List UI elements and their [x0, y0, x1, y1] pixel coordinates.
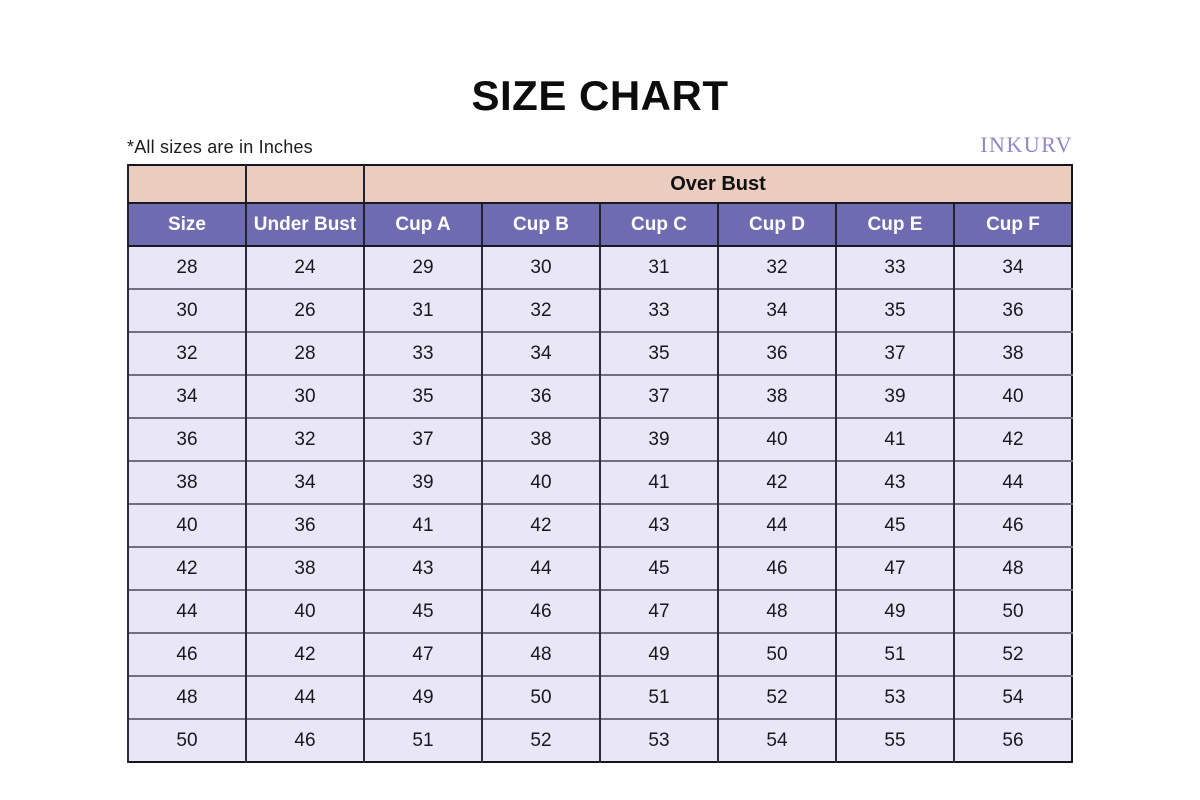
- table-row: [128, 547, 1072, 590]
- table-cell: 48: [482, 633, 600, 676]
- table-cell: 36: [128, 418, 246, 461]
- column-header-cup-a: Cup A: [364, 203, 482, 246]
- table-cell: 38: [718, 375, 836, 418]
- table-cell: 38: [128, 461, 246, 504]
- table-row: [128, 461, 1072, 504]
- table-cell: 38: [482, 418, 600, 461]
- table-cell: 35: [836, 289, 954, 332]
- table-cell: 42: [128, 547, 246, 590]
- table-cell: 46: [718, 547, 836, 590]
- table-cell: 36: [482, 375, 600, 418]
- table-row: [128, 719, 1072, 762]
- table-cell: 50: [718, 633, 836, 676]
- table-cell: 42: [246, 633, 364, 676]
- table-row: [128, 418, 1072, 461]
- table-row: [128, 289, 1072, 332]
- table-cell: 54: [954, 676, 1072, 719]
- table-cell: 39: [364, 461, 482, 504]
- table-cell: 44: [246, 676, 364, 719]
- table-cell: 48: [128, 676, 246, 719]
- table-cell: 52: [482, 719, 600, 762]
- table-row: [128, 504, 1072, 547]
- table-cell: 48: [718, 590, 836, 633]
- column-header-cup-d: Cup D: [718, 203, 836, 246]
- group-header-row: [128, 165, 1072, 203]
- meta-row: [127, 132, 1073, 158]
- table-cell: 42: [482, 504, 600, 547]
- table-cell: 35: [600, 332, 718, 375]
- table-cell: 52: [954, 633, 1072, 676]
- table-cell: 51: [364, 719, 482, 762]
- table-cell: 46: [246, 719, 364, 762]
- table-cell: 30: [482, 246, 600, 289]
- table-cell: 41: [600, 461, 718, 504]
- table-cell: 37: [836, 332, 954, 375]
- table-cell: 46: [128, 633, 246, 676]
- table-cell: 45: [600, 547, 718, 590]
- table-cell: 45: [364, 590, 482, 633]
- size-chart-table: [127, 164, 1073, 763]
- table-cell: 56: [954, 719, 1072, 762]
- table-cell: 50: [954, 590, 1072, 633]
- table-cell: 48: [954, 547, 1072, 590]
- table-row: [128, 633, 1072, 676]
- table-row: [128, 332, 1072, 375]
- table-cell: 51: [836, 633, 954, 676]
- table-row: [128, 590, 1072, 633]
- table-cell: 47: [836, 547, 954, 590]
- table-cell: 37: [364, 418, 482, 461]
- table-cell: 34: [246, 461, 364, 504]
- table-cell: 38: [954, 332, 1072, 375]
- over-bust-group-header: Over Bust: [364, 165, 1072, 203]
- table-cell: 50: [482, 676, 600, 719]
- table-cell: 40: [482, 461, 600, 504]
- table-cell: 46: [482, 590, 600, 633]
- table-row: [128, 676, 1072, 719]
- column-header-cup-e: Cup E: [836, 203, 954, 246]
- table-cell: 32: [128, 332, 246, 375]
- table-cell: 40: [954, 375, 1072, 418]
- table-cell: 44: [718, 504, 836, 547]
- spacer-cell-size: [128, 165, 246, 203]
- table-cell: 41: [836, 418, 954, 461]
- table-cell: 33: [836, 246, 954, 289]
- table-cell: 49: [600, 633, 718, 676]
- table-cell: 36: [246, 504, 364, 547]
- table-cell: 24: [246, 246, 364, 289]
- table-cell: 44: [954, 461, 1072, 504]
- page-title: SIZE CHART: [471, 72, 729, 119]
- table-cell: 28: [246, 332, 364, 375]
- table-cell: 26: [246, 289, 364, 332]
- table-cell: 54: [718, 719, 836, 762]
- column-header-cup-c: Cup C: [600, 203, 718, 246]
- table-cell: 50: [128, 719, 246, 762]
- table-header: [128, 165, 1072, 246]
- table-cell: 31: [364, 289, 482, 332]
- table-cell: 53: [600, 719, 718, 762]
- table-cell: 42: [718, 461, 836, 504]
- table-cell: 49: [364, 676, 482, 719]
- table-cell: 34: [128, 375, 246, 418]
- table-cell: 45: [836, 504, 954, 547]
- table-cell: 34: [718, 289, 836, 332]
- brand-logo: INKURV: [980, 132, 1073, 158]
- table-cell: 39: [836, 375, 954, 418]
- table-cell: 36: [718, 332, 836, 375]
- column-header-size: Size: [128, 203, 246, 246]
- table-cell: 32: [246, 418, 364, 461]
- column-header-under-bust: Under Bust: [246, 203, 364, 246]
- table-cell: 47: [600, 590, 718, 633]
- table-cell: 30: [128, 289, 246, 332]
- table-cell: 31: [600, 246, 718, 289]
- table-cell: 40: [128, 504, 246, 547]
- units-note: *All sizes are in Inches: [127, 137, 313, 158]
- column-header-row: [128, 203, 1072, 246]
- table-cell: 34: [482, 332, 600, 375]
- table-cell: 29: [364, 246, 482, 289]
- spacer-cell-under-bust: [246, 165, 364, 203]
- table-cell: 46: [954, 504, 1072, 547]
- table-cell: 38: [246, 547, 364, 590]
- table-cell: 43: [364, 547, 482, 590]
- table-cell: 37: [600, 375, 718, 418]
- table-cell: 35: [364, 375, 482, 418]
- table-cell: 33: [600, 289, 718, 332]
- table-cell: 44: [482, 547, 600, 590]
- table-cell: 49: [836, 590, 954, 633]
- table-cell: 53: [836, 676, 954, 719]
- table-cell: 39: [600, 418, 718, 461]
- table-cell: 34: [954, 246, 1072, 289]
- table-row: [128, 246, 1072, 289]
- table-cell: 43: [600, 504, 718, 547]
- table-cell: 32: [718, 246, 836, 289]
- table-cell: 51: [600, 676, 718, 719]
- table-cell: 36: [954, 289, 1072, 332]
- table-cell: 40: [246, 590, 364, 633]
- table-row: [128, 375, 1072, 418]
- table-cell: 32: [482, 289, 600, 332]
- table-cell: 44: [128, 590, 246, 633]
- table-cell: 47: [364, 633, 482, 676]
- column-header-cup-b: Cup B: [482, 203, 600, 246]
- table-cell: 40: [718, 418, 836, 461]
- table-body: [128, 246, 1072, 762]
- table-cell: 30: [246, 375, 364, 418]
- table-cell: 55: [836, 719, 954, 762]
- table-cell: 43: [836, 461, 954, 504]
- table-cell: 33: [364, 332, 482, 375]
- table-cell: 28: [128, 246, 246, 289]
- table-cell: 52: [718, 676, 836, 719]
- table-cell: 42: [954, 418, 1072, 461]
- table-cell: 41: [364, 504, 482, 547]
- column-header-cup-f: Cup F: [954, 203, 1072, 246]
